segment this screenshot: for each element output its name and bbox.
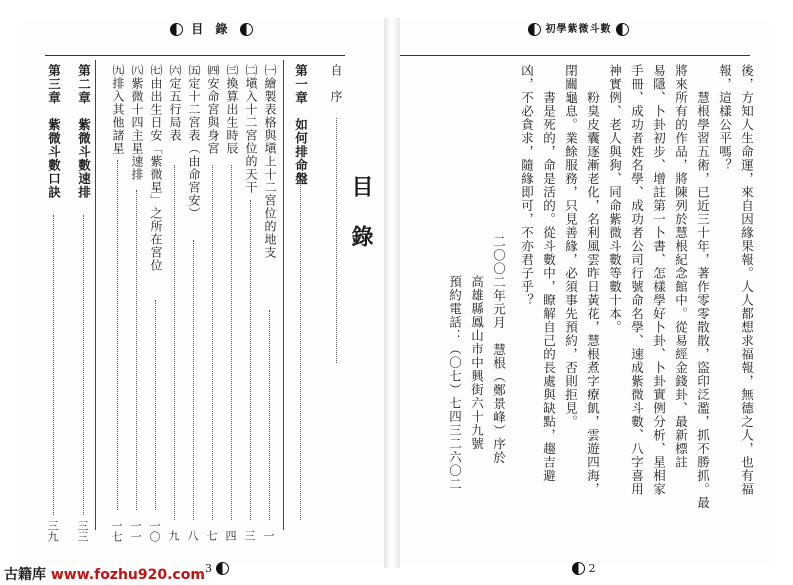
toc-page-number: 一一 — [129, 520, 142, 542]
toc-entry-chapter1: 第一章 如何排命盤 — [293, 64, 309, 186]
preface-column: 慧根學習五術，已近三十年，著作零零散散，盜印泛濫，抓不勝抓。最 — [695, 64, 711, 510]
toc-leader — [117, 160, 118, 510]
toc-leader — [53, 215, 54, 515]
toc-entry: ㈤定十二宮表（由命宮安） — [187, 64, 201, 220]
watermark-site: www.fozhu920.com — [50, 567, 205, 583]
toc-leader — [231, 165, 232, 520]
toc-leader — [336, 118, 337, 363]
left-header-title: 目 錄 — [191, 22, 232, 36]
preface-column: 書是死的，命是活的。從斗數中，瞭解自己的長處與缺點，趨吉避 — [541, 64, 557, 483]
toc-entry: ㈢換算出生時辰 — [225, 64, 239, 155]
toc-entry-preface: 自 序 — [329, 64, 343, 103]
toc-divider — [283, 60, 284, 530]
page-number-text: 2 — [588, 561, 596, 575]
toc-entry: ㈧紫微十四主星速排 — [130, 64, 144, 181]
page-number-right — [572, 562, 596, 576]
toc-divider — [95, 60, 96, 530]
preface-column: 手冊、成功者姓名學、成功者公司行號命名學、速成紫微斗數、八字喜用 — [629, 64, 645, 496]
right-header-title: 初學紫微斗數 — [545, 24, 612, 35]
preface-column: 粉臭皮囊逐漸老化，名利風雲昨日黃花，慧根煮字療飢，雲遊四海， — [585, 64, 601, 496]
toc-page-number: 三九 — [46, 520, 59, 542]
watermark-brand: 古籍库 — [4, 567, 46, 583]
toc-entry-chapter3: 第三章 紫微斗數口訣 — [46, 64, 62, 199]
toc-leader — [193, 240, 194, 520]
header-rule — [400, 55, 750, 56]
toc-page-number: 三 — [243, 530, 256, 541]
toc-page-number: 八 — [186, 530, 199, 541]
toc-entry: ㈣安命宮與身宮 — [206, 64, 220, 155]
yin-yang-icon — [616, 23, 629, 36]
toc-page-number: 七 — [205, 530, 218, 541]
left-page-header — [170, 20, 253, 40]
toc-leader — [212, 165, 213, 520]
page-number-text: 3 — [205, 561, 212, 575]
toc-entry: ㈡塡入十二宮位的天干 — [244, 64, 258, 194]
toc-leader — [83, 215, 84, 515]
toc-leader — [155, 300, 156, 510]
yin-yang-icon — [170, 23, 183, 36]
toc-page-number: 一 — [262, 530, 275, 541]
header-rule — [45, 55, 345, 56]
yin-yang-icon — [240, 23, 253, 36]
preface-address: 高雄縣鳳山市中興街六十九號 — [469, 275, 485, 451]
toc-page-number: 一七 — [110, 520, 123, 542]
toc-entry: ㈨排入其他諸星 — [111, 64, 125, 155]
toc-leader — [300, 180, 301, 520]
toc-page-number: 三三 — [76, 520, 89, 542]
yin-yang-icon — [216, 562, 229, 575]
preface-column: 閉關龜息。業餘服務，只見善緣，必須事先預約，否則拒見。 — [563, 64, 579, 429]
toc-page-number: 九 — [167, 530, 180, 541]
book-spine — [384, 18, 400, 568]
yin-yang-icon — [572, 562, 585, 575]
preface-date: 二〇〇二年元月 慧根（鄭景峰）序於 — [491, 235, 507, 465]
preface-column: 將來所有的作品，將陳列於慧根紀念館中。從易經金錢卦、最新標註 — [673, 64, 689, 469]
toc-entry-chapter2: 第二章 紫微斗數速排 — [76, 64, 92, 199]
toc-page-number: 一〇 — [148, 520, 161, 542]
toc-entry: ㈥定五行局表 — [168, 64, 182, 142]
yin-yang-icon — [528, 23, 541, 36]
preface-column: 後，方知人生命運，來自因緣果報。人人都想求福報，無德之人，也有福 — [739, 64, 755, 496]
toc-leader — [269, 310, 270, 520]
preface-column: 凶，不必貪求，隨緣即可，不亦君子乎？ — [519, 64, 535, 307]
toc-title: 目錄 — [348, 175, 374, 275]
toc-entry: ㈠繪製表格與塡上十二宮位的地支 — [263, 64, 277, 259]
page-number-left — [205, 562, 229, 576]
toc-entry: ㈦由出生日安「紫微星」之所在宮位 — [149, 64, 163, 272]
preface-phone: 預約電話：（〇七）七四三二六〇二 — [447, 275, 463, 491]
preface-column: 易隱、卜卦初步、增註第一卜書、怎樣學好卜卦、卜卦實例分析、星相家 — [651, 64, 667, 496]
toc-leader — [136, 190, 137, 510]
toc-leader — [250, 200, 251, 520]
watermark — [4, 564, 205, 584]
preface-column: 報，這樣公平嗎？ — [717, 64, 733, 172]
toc-leader — [174, 165, 175, 520]
right-page-header — [528, 20, 629, 40]
toc-page-number: 四 — [224, 530, 237, 541]
preface-column: 神實例、老人與狗、同命紫微斗數等數十本。 — [607, 64, 623, 334]
